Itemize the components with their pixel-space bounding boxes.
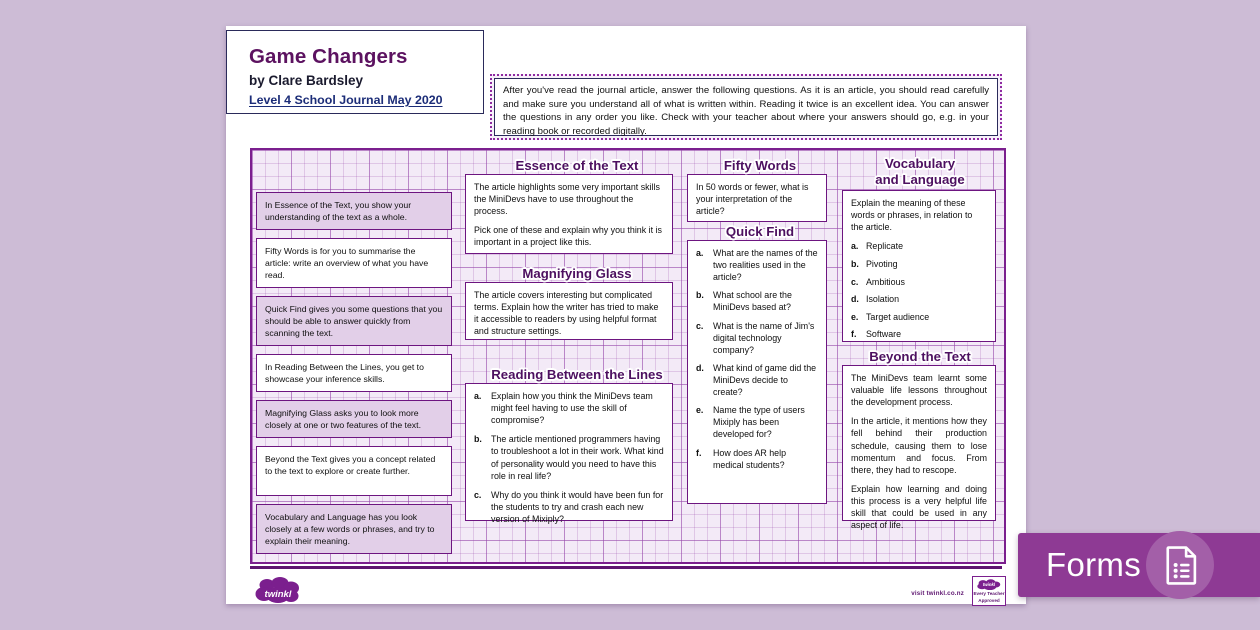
list-item [851, 240, 987, 252]
item-letter: b. [696, 290, 704, 301]
badge-line-2: Approved [978, 597, 1000, 603]
item-text: What kind of game did the MiniDevs decide to create? [713, 362, 817, 398]
list-item [696, 447, 818, 471]
essence-paragraph-1: The article highlights some very important skills the MiniDevs have to use throughout the process. [474, 182, 660, 217]
list-item [851, 258, 987, 270]
forms-label: Forms [1046, 546, 1141, 583]
legend-text: Quick Find gives you some questions that you should be able to answer quickly from scanning the text. [265, 304, 443, 339]
legend-text: Fifty Words is for you to summarise the article: write an overview of what you have read. [265, 246, 429, 281]
vocabulary-word-list [851, 240, 987, 340]
item-text: Target audience [866, 311, 930, 322]
item-letter: e. [696, 405, 704, 416]
item-text: Ambitious [866, 276, 905, 287]
item-letter: b. [474, 434, 482, 445]
legend-text: In Essence of the Text, you show your understanding of the text as a whole. [265, 200, 412, 223]
svg-text:twinkl: twinkl [264, 589, 292, 600]
list-item [474, 433, 664, 481]
svg-text:twinkl: twinkl [982, 582, 996, 588]
list-item [474, 390, 664, 426]
list-item [696, 404, 818, 440]
item-letter: a. [474, 391, 482, 401]
item-letter: d. [851, 294, 859, 305]
instructions-box [490, 74, 1002, 140]
quick-find-question-list [696, 247, 818, 471]
item-letter: c. [696, 320, 704, 331]
panel-magnifying-glass [465, 282, 673, 340]
list-item [851, 311, 987, 323]
visit-url-text: visit twinkl.co.nz [911, 590, 964, 597]
heading-essence-of-the-text: Essence of the Text [515, 158, 639, 173]
item-text: Software [866, 329, 902, 340]
item-letter: c. [851, 276, 859, 287]
worksheet-page [226, 26, 1026, 604]
legend-text: In Reading Between the Lines, you get to showcase your inference skills. [265, 362, 424, 385]
fifty-words-paragraph-1: In 50 words or fewer, what is your interpretation of the article? [696, 182, 809, 217]
legend-text: Magnifying Glass asks you to look more closely at one or two features of the text. [265, 408, 421, 431]
footer-divider [250, 566, 1002, 569]
heading-fifty-words: Fifty Words [723, 158, 797, 173]
list-item [851, 276, 987, 288]
item-letter: c. [474, 489, 482, 500]
list-item [851, 293, 987, 305]
source-line: Level 4 School Journal May 2020 [249, 93, 443, 107]
panel-vocabulary-and-language [842, 190, 996, 342]
reading-between-question-list [474, 390, 664, 525]
list-item [696, 247, 818, 283]
item-letter: f. [851, 329, 857, 340]
item-letter: f. [696, 447, 702, 458]
item-letter: a. [851, 241, 859, 252]
beyond-paragraph-3: Explain how learning and doing this process is a very helpful life skill that could be used in any aspect of life. [851, 483, 987, 531]
legend-item-reading-between [256, 354, 452, 392]
item-letter: e. [851, 311, 859, 322]
item-text: Why do you think it would have been fun for the students to try and crash each new version of Mixiply? [491, 489, 664, 524]
item-text: What are the names of the two realities used in the article? [713, 248, 818, 283]
page-title: Game Changers [249, 45, 408, 68]
twinkl-approved-badge [972, 576, 1006, 606]
forms-icon-circle [1146, 531, 1214, 599]
instructions-text: After you've read the journal article, answer the following questions. As it is an article, you should read carefully and make sure you understand all of what is written within. Reading it twice is an excellent idea. You can answer the questions in any order you like. Check with your teacher about where your answers should go, e.g. in your reading book or recorded digitally. [494, 78, 998, 136]
item-text: How does AR help medical students? [713, 447, 787, 470]
panel-reading-between-the-lines [465, 383, 673, 524]
beyond-paragraph-2: In the article, it mentions how they fell behind their production schedule, causing them to lose momentum and focus. From there, they had to rescope. [851, 416, 987, 475]
legend-item-beyond-text [256, 446, 452, 496]
item-text: What is the name of Jim's digital technology company? [713, 320, 815, 355]
author-line: by Clare Bardsley [249, 73, 364, 88]
list-item [696, 289, 818, 313]
beyond-paragraph-1: The MiniDevs team learnt some valuable life lessons throughout the development process. [851, 373, 987, 408]
item-text: Explain how you think the MiniDevs team might feel having to use the skill of compromise? [491, 391, 653, 426]
item-text: Isolation [866, 294, 900, 305]
item-letter: a. [696, 248, 704, 258]
heading-beyond-the-text: Beyond the Text [869, 349, 971, 364]
item-text: Replicate [866, 241, 903, 252]
heading-line-2: and Language [875, 172, 965, 188]
magnifying-paragraph-1: The article covers interesting but complicated terms. Explain how the writer has tried to make it accessible to readers by using helpful format and structure settings. [474, 290, 659, 337]
twinkl-logo [254, 577, 302, 605]
heading-magnifying-glass: Magnifying Glass [522, 266, 632, 281]
item-letter: b. [851, 258, 859, 269]
heading-line-1: Vocabulary [884, 156, 956, 171]
legend-text: Beyond the Text gives you a concept related to the text to explore or create further. [265, 454, 436, 477]
forms-overlay-banner[interactable] [1018, 533, 1260, 597]
heading-quick-find: Quick Find [725, 224, 795, 239]
legend-item-essence [256, 192, 452, 230]
legend-item-vocabulary [256, 504, 452, 554]
legend-text: Vocabulary and Language has you look closely at a few words or phrases, and try to explain their meaning. [265, 512, 435, 547]
panel-quick-find [687, 240, 827, 504]
item-text: The article mentioned programmers having to troubleshoot a lot in their work. What kind of personality would you need to have this role in real life? [491, 434, 664, 481]
list-item [696, 320, 818, 356]
legend-item-magnifying-glass [256, 400, 452, 438]
panel-fifty-words [687, 174, 827, 222]
document-list-icon [1159, 544, 1201, 586]
list-item [851, 328, 987, 340]
vocabulary-intro: Explain the meaning of these words or phrases, in relation to the article. [851, 198, 973, 233]
item-letter: d. [696, 362, 704, 373]
legend-item-quick-find [256, 296, 452, 346]
list-item [696, 362, 818, 398]
legend-item-fifty-words [256, 238, 452, 288]
title-card [226, 30, 484, 114]
list-item [474, 489, 664, 525]
item-text: Name the type of users Mixiply has been developed for? [713, 405, 805, 440]
panel-beyond-the-text [842, 365, 996, 531]
panel-essence-of-the-text [465, 174, 673, 254]
item-text: What school are the MiniDevs based at? [713, 290, 792, 313]
heading-vocabulary-and-language [840, 156, 1000, 188]
heading-reading-between-the-lines: Reading Between the Lines [491, 367, 663, 382]
item-text: Pivoting [866, 258, 898, 269]
badge-line-1: Every Teacher [973, 591, 1005, 597]
essence-paragraph-2: Pick one of these and explain why you think it is important in a project like this. [474, 225, 662, 248]
